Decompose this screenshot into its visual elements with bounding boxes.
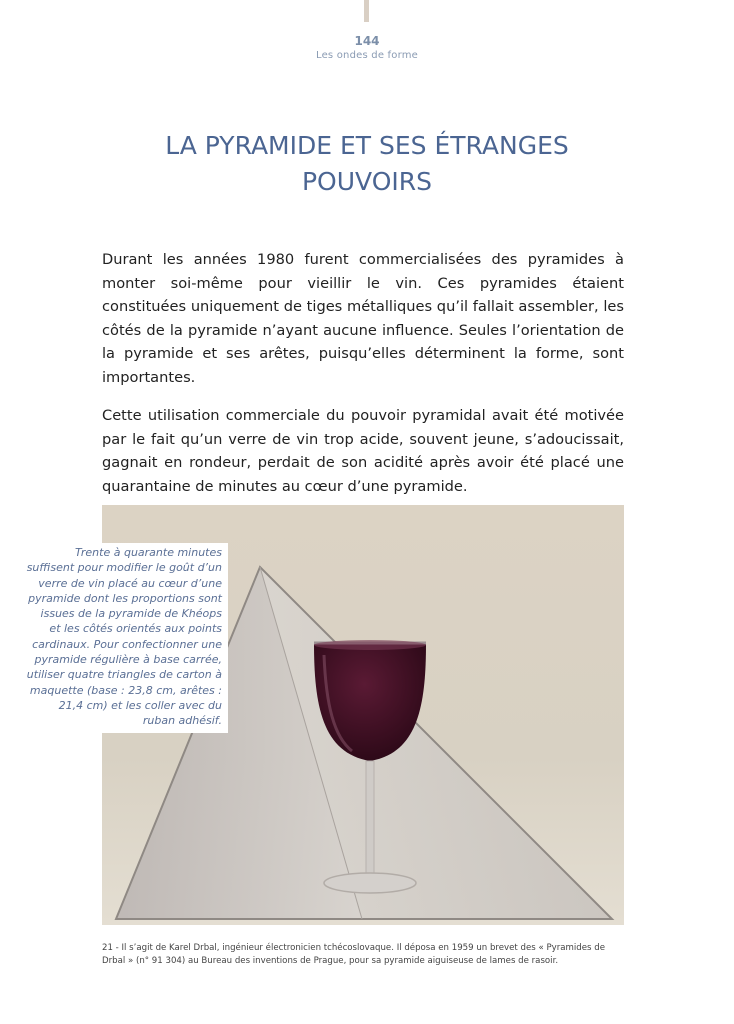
footnote: 21 - Il s’agit de Karel Drbal, ingénieur électronicien tchécoslovaque. Il déposa en 1959 un brevet des « Pyramides de Drbal » (n° 91 304) au Bureau des inventions de Prague, pour sa pyramide aiguiseuse de lames de rasoir. [102, 943, 605, 966]
paragraph-1: Durant les années 1980 furent commercialisées des pyramides à monter soi-même pour vieillir le vin. Ces pyramides étaient constituées uniquement de tiges métalliques qu’il fallait assembler, les côtés de la pyramide n’ayant aucune influence. Seules l’orientation de la pyramide et ses arêtes, puisqu’elles déterminent la forme, sont importantes. [102, 251, 624, 386]
photo-caption: Trente à quarante minutes suffisent pour modifier le goût d’un verre de vin placé au cœur d’une pyramide dont les proportions sont issues de la pyramide de Khéops et les côtés orientés aux points cardinaux. Pour confectionner une pyramide régulière à base carrée, utiliser quatre triangles de carton à maquette (base : 23,8 cm, arêtes : 21,4 cm) et les coller avec du ruban adhésif. [20, 543, 228, 733]
article-title: LA PYRAMIDE ET SES ÉTRANGES POUVOIRS [165, 131, 569, 196]
top-decorative-bar [364, 0, 369, 22]
running-head: Les ondes de forme [315, 50, 419, 61]
page-number: 144 [354, 34, 380, 48]
paragraph-2: Cette utilisation commerciale du pouvoir pyramidal avait été motivée par le fait qu’un verre de vin trop acide, souvent jeune, s’adoucissait, gagnait en rondeur, perdait de son acidité après avoir été placé une quarantaine de minutes au cœur d’une pyramide. [102, 407, 624, 495]
